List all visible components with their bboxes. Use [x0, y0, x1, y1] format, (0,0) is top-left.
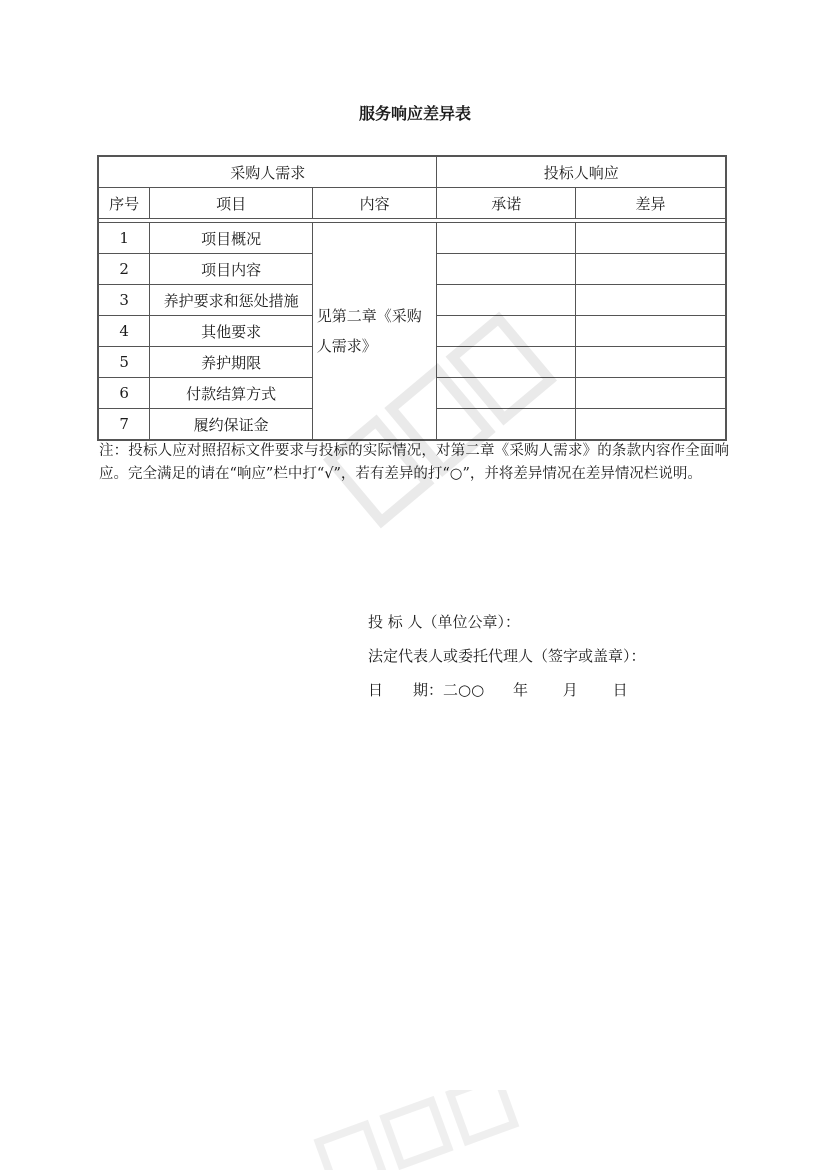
date-label: 日 期：二○○ — [368, 681, 485, 699]
difference-cell[interactable] — [575, 223, 726, 254]
row-item: 付款结算方式 — [150, 378, 312, 409]
group-header-bidder: 投标人响应 — [437, 156, 726, 188]
row-item: 项目内容 — [150, 254, 312, 285]
response-table — [97, 155, 727, 441]
date-day: 日 — [612, 681, 628, 699]
commitment-cell[interactable] — [437, 316, 576, 347]
col-header-content: 内容 — [312, 188, 437, 219]
date-year: 年 — [512, 681, 528, 699]
signature-representative: 法定代表人或委托代理人（签字或盖章）： — [368, 647, 646, 665]
col-header-difference: 差异 — [575, 188, 726, 219]
col-header-item: 项目 — [150, 188, 312, 219]
difference-cell[interactable] — [575, 347, 726, 378]
difference-cell[interactable] — [575, 316, 726, 347]
row-no: 2 — [98, 254, 150, 285]
commitment-cell[interactable] — [437, 378, 576, 409]
watermark-icon — [300, 1090, 520, 1170]
difference-cell[interactable] — [575, 378, 726, 409]
row-no: 4 — [98, 316, 150, 347]
row-no: 6 — [98, 378, 150, 409]
row-no: 3 — [98, 285, 150, 316]
row-no: 1 — [98, 223, 150, 254]
group-header-row — [98, 156, 726, 188]
row-item: 其他要求 — [150, 316, 312, 347]
page-title: 服务响应差异表 — [358, 104, 471, 123]
signature-bidder: 投 标 人（单位公章）： — [368, 613, 521, 631]
row-item: 项目概况 — [150, 223, 312, 254]
row-item: 履约保证金 — [150, 409, 312, 441]
row-no: 5 — [98, 347, 150, 378]
commitment-cell[interactable] — [437, 223, 576, 254]
commitment-cell[interactable] — [437, 409, 576, 441]
table-note: 注：投标人应对照招标文件要求与投标的实际情况，对第二章《采购人需求》的条款内容作全面响应。完全满足的请在“响应”栏中打“√”，若有差异的打“○”，并将差异情况在差异情况栏说明。 — [99, 443, 729, 482]
commitment-cell[interactable] — [437, 347, 576, 378]
row-item: 养护要求和惩处措施 — [150, 285, 312, 316]
signature-date — [368, 679, 628, 700]
difference-cell[interactable] — [575, 285, 726, 316]
difference-cell[interactable] — [575, 409, 726, 441]
col-header-commitment: 承诺 — [437, 188, 576, 219]
row-item: 养护期限 — [150, 347, 312, 378]
date-month: 月 — [562, 681, 578, 699]
merged-content-cell: 见第二章《采购人需求》 — [312, 223, 437, 441]
commitment-cell[interactable] — [437, 285, 576, 316]
col-header-no: 序号 — [98, 188, 150, 219]
row-no: 7 — [98, 409, 150, 441]
group-header-buyer: 采购人需求 — [98, 156, 437, 188]
column-header-row — [98, 188, 726, 219]
table-row — [98, 223, 726, 254]
difference-cell[interactable] — [575, 254, 726, 285]
commitment-cell[interactable] — [437, 254, 576, 285]
